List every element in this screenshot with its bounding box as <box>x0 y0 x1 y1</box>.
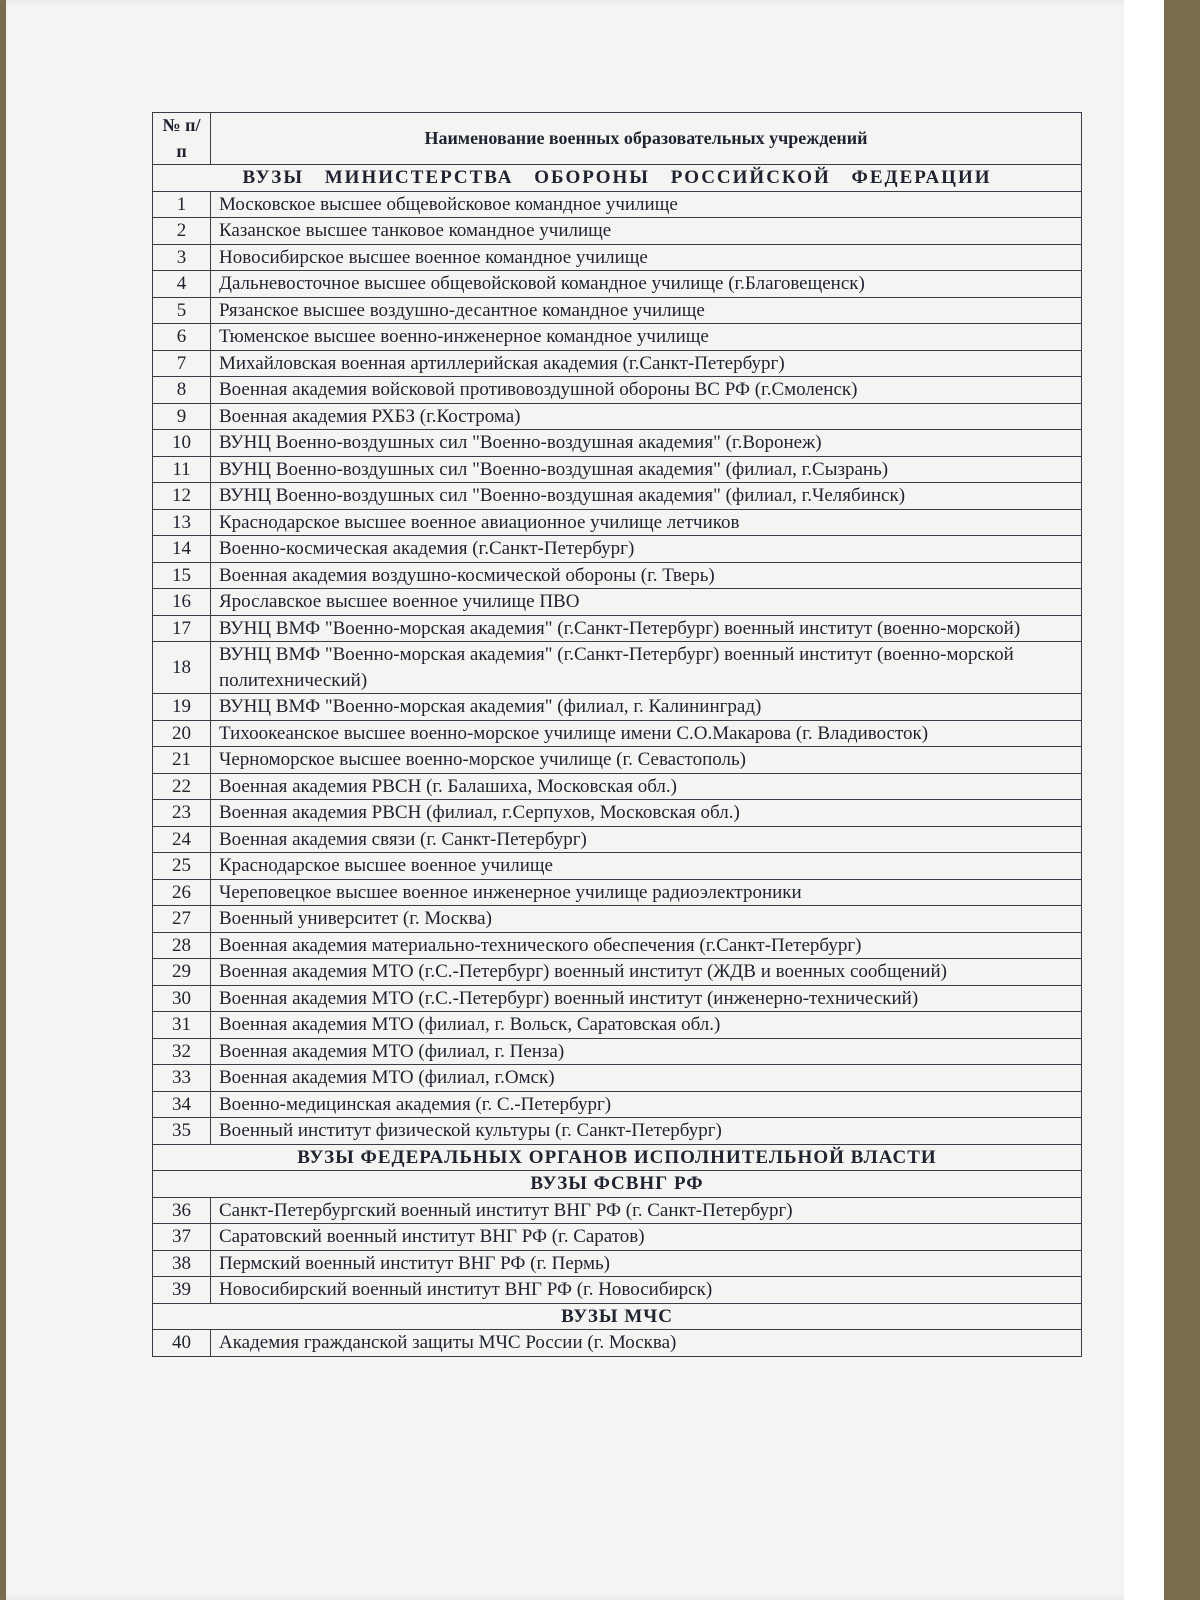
institution-name: Военная академия МТО (г.С.-Петербург) военный институт (ЖДВ и военных сообщений) <box>211 959 1082 986</box>
table-row <box>153 720 1082 747</box>
table-row <box>153 1038 1082 1065</box>
table-row <box>153 615 1082 642</box>
row-number: 20 <box>153 720 211 747</box>
row-number: 6 <box>153 324 211 351</box>
row-number: 9 <box>153 403 211 430</box>
row-number: 30 <box>153 985 211 1012</box>
institution-name: Новосибирское высшее военное командное училище <box>211 244 1082 271</box>
table-row <box>153 642 1082 694</box>
table-row <box>153 456 1082 483</box>
row-number: 14 <box>153 536 211 563</box>
institution-name: Михайловская военная артиллерийская академия (г.Санкт-Петербург) <box>211 350 1082 377</box>
institution-name: Санкт-Петербургский военный институт ВНГ РФ (г. Санкт-Петербург) <box>211 1197 1082 1224</box>
table-row <box>153 430 1082 457</box>
row-number: 1 <box>153 191 211 218</box>
institution-name: ВУНЦ Военно-воздушных сил "Военно-воздушная академия" (филиал, г.Челябинск) <box>211 483 1082 510</box>
table-row <box>153 800 1082 827</box>
row-number: 40 <box>153 1330 211 1357</box>
institution-name: Военно-медицинская академия (г. С.-Петербург) <box>211 1091 1082 1118</box>
row-number: 27 <box>153 906 211 933</box>
row-number: 18 <box>153 642 211 694</box>
institution-name: Военная академия связи (г. Санкт-Петербург) <box>211 826 1082 853</box>
column-header-number: № п/п <box>153 113 211 165</box>
table-row <box>153 324 1082 351</box>
row-number: 7 <box>153 350 211 377</box>
row-number: 33 <box>153 1065 211 1092</box>
table-row <box>153 826 1082 853</box>
institution-name: Военная академия материально-технического обеспечения (г.Санкт-Петербург) <box>211 932 1082 959</box>
institution-name: ВУНЦ ВМФ "Военно-морская академия" (г.Санкт-Петербург) военный институт (военно-морской) <box>211 615 1082 642</box>
institution-name: Дальневосточное высшее общевойсковой командное училище (г.Благовещенск) <box>211 271 1082 298</box>
institution-name: Военно-космическая академия (г.Санкт-Петербург) <box>211 536 1082 563</box>
section-title: ВУЗЫ МИНИСТЕРСТВА ОБОРОНЫ РОССИЙСКОЙ ФЕДЕРАЦИИ <box>153 165 1082 192</box>
section-title: ВУЗЫ МЧС <box>153 1303 1082 1330</box>
table-row <box>153 536 1082 563</box>
table-row <box>153 694 1082 721</box>
row-number: 5 <box>153 297 211 324</box>
table-row <box>153 747 1082 774</box>
row-number: 36 <box>153 1197 211 1224</box>
table-row <box>153 244 1082 271</box>
institutions-table <box>152 112 1082 1357</box>
row-number: 13 <box>153 509 211 536</box>
table-row <box>153 271 1082 298</box>
section-title: ВУЗЫ ФЕДЕРАЛЬНЫХ ОРГАНОВ ИСПОЛНИТЕЛЬНОЙ ВЛАСТИ <box>153 1144 1082 1171</box>
table-row <box>153 985 1082 1012</box>
table-row <box>153 350 1082 377</box>
table-row <box>153 879 1082 906</box>
table-row <box>153 218 1082 245</box>
row-number: 37 <box>153 1224 211 1251</box>
institution-name: ВУНЦ ВМФ "Военно-морская академия" (филиал, г. Калининград) <box>211 694 1082 721</box>
table-row <box>153 1012 1082 1039</box>
institution-name: Тюменское высшее военно-инженерное командное училище <box>211 324 1082 351</box>
institution-name: Военная академия РВСН (филиал, г.Серпухов, Московская обл.) <box>211 800 1082 827</box>
institution-name: Академия гражданской защиты МЧС России (г. Москва) <box>211 1330 1082 1357</box>
table-row <box>153 1250 1082 1277</box>
institution-name: Рязанское высшее воздушно-десантное командное училище <box>211 297 1082 324</box>
table-row <box>153 562 1082 589</box>
row-number: 22 <box>153 773 211 800</box>
row-number: 12 <box>153 483 211 510</box>
row-number: 34 <box>153 1091 211 1118</box>
institution-name: Военная академия войсковой противовоздушной обороны ВС РФ (г.Смоленск) <box>211 377 1082 404</box>
table-row <box>153 1091 1082 1118</box>
institution-name: Военный университет (г. Москва) <box>211 906 1082 933</box>
row-number: 31 <box>153 1012 211 1039</box>
table-row <box>153 483 1082 510</box>
institution-name: ВУНЦ Военно-воздушных сил "Военно-воздушная академия" (филиал, г.Сызрань) <box>211 456 1082 483</box>
institution-name: Военная академия РВСН (г. Балашиха, Московская обл.) <box>211 773 1082 800</box>
table-row <box>153 403 1082 430</box>
row-number: 23 <box>153 800 211 827</box>
paper-edge <box>1124 0 1164 1600</box>
table-row <box>153 1118 1082 1145</box>
table-row <box>153 1277 1082 1304</box>
table-row <box>153 906 1082 933</box>
row-number: 21 <box>153 747 211 774</box>
row-number: 17 <box>153 615 211 642</box>
table-row <box>153 297 1082 324</box>
institution-name: Военная академия МТО (филиал, г. Пенза) <box>211 1038 1082 1065</box>
table-row <box>153 853 1082 880</box>
table-row <box>153 377 1082 404</box>
institution-name: Московское высшее общевойсковое командное училище <box>211 191 1082 218</box>
table-row <box>153 509 1082 536</box>
row-number: 4 <box>153 271 211 298</box>
institution-name: Военная академия МТО (г.С.-Петербург) военный институт (инженерно-технический) <box>211 985 1082 1012</box>
section-title: ВУЗЫ ФСВНГ РФ <box>153 1171 1082 1198</box>
row-number: 11 <box>153 456 211 483</box>
institution-name: Военная академия МТО (филиал, г.Омск) <box>211 1065 1082 1092</box>
row-number: 29 <box>153 959 211 986</box>
institution-name: ВУНЦ Военно-воздушных сил "Военно-воздушная академия" (г.Воронеж) <box>211 430 1082 457</box>
row-number: 15 <box>153 562 211 589</box>
row-number: 2 <box>153 218 211 245</box>
institution-name: Военный институт физической культуры (г. Санкт-Петербург) <box>211 1118 1082 1145</box>
institution-name: Военная академия воздушно-космической обороны (г. Тверь) <box>211 562 1082 589</box>
institution-name: Черноморское высшее военно-морское училище (г. Севастополь) <box>211 747 1082 774</box>
institution-name: Пермский военный институт ВНГ РФ (г. Пермь) <box>211 1250 1082 1277</box>
section-header-row <box>153 1303 1082 1330</box>
row-number: 25 <box>153 853 211 880</box>
institution-name: Военная академия МТО (филиал, г. Вольск, Саратовская обл.) <box>211 1012 1082 1039</box>
table-row <box>153 932 1082 959</box>
column-header-title: Наименование военных образовательных учреждений <box>211 113 1082 165</box>
section-header-row <box>153 165 1082 192</box>
row-number: 32 <box>153 1038 211 1065</box>
row-number: 26 <box>153 879 211 906</box>
table-row <box>153 1224 1082 1251</box>
section-header-row <box>153 1171 1082 1198</box>
table-header-row <box>153 113 1082 165</box>
table-row <box>153 773 1082 800</box>
row-number: 16 <box>153 589 211 616</box>
institution-name: Ярославское высшее военное училище ПВО <box>211 589 1082 616</box>
institution-name: Краснодарское высшее военное авиационное училище летчиков <box>211 509 1082 536</box>
row-number: 24 <box>153 826 211 853</box>
row-number: 3 <box>153 244 211 271</box>
table-row <box>153 1197 1082 1224</box>
table-row <box>153 1065 1082 1092</box>
row-number: 28 <box>153 932 211 959</box>
institution-name: Череповецкое высшее военное инженерное училище радиоэлектроники <box>211 879 1082 906</box>
institution-name: Новосибирский военный институт ВНГ РФ (г. Новосибирск) <box>211 1277 1082 1304</box>
row-number: 39 <box>153 1277 211 1304</box>
table-row <box>153 589 1082 616</box>
row-number: 10 <box>153 430 211 457</box>
institution-name: Военная академия РХБЗ (г.Кострома) <box>211 403 1082 430</box>
section-header-row <box>153 1144 1082 1171</box>
row-number: 8 <box>153 377 211 404</box>
table-body <box>153 165 1082 1357</box>
institution-name: Краснодарское высшее военное училище <box>211 853 1082 880</box>
table-row <box>153 959 1082 986</box>
row-number: 35 <box>153 1118 211 1145</box>
institution-name: Саратовский военный институт ВНГ РФ (г. Саратов) <box>211 1224 1082 1251</box>
institution-name: ВУНЦ ВМФ "Военно-морская академия" (г.Санкт-Петербург) военный институт (военно-морской политехнический) <box>211 642 1082 694</box>
table-row <box>153 191 1082 218</box>
institution-name: Казанское высшее танковое командное училище <box>211 218 1082 245</box>
row-number: 38 <box>153 1250 211 1277</box>
institution-name: Тихоокеанское высшее военно-морское училище имени С.О.Макарова (г. Владивосток) <box>211 720 1082 747</box>
table-row <box>153 1330 1082 1357</box>
row-number: 19 <box>153 694 211 721</box>
